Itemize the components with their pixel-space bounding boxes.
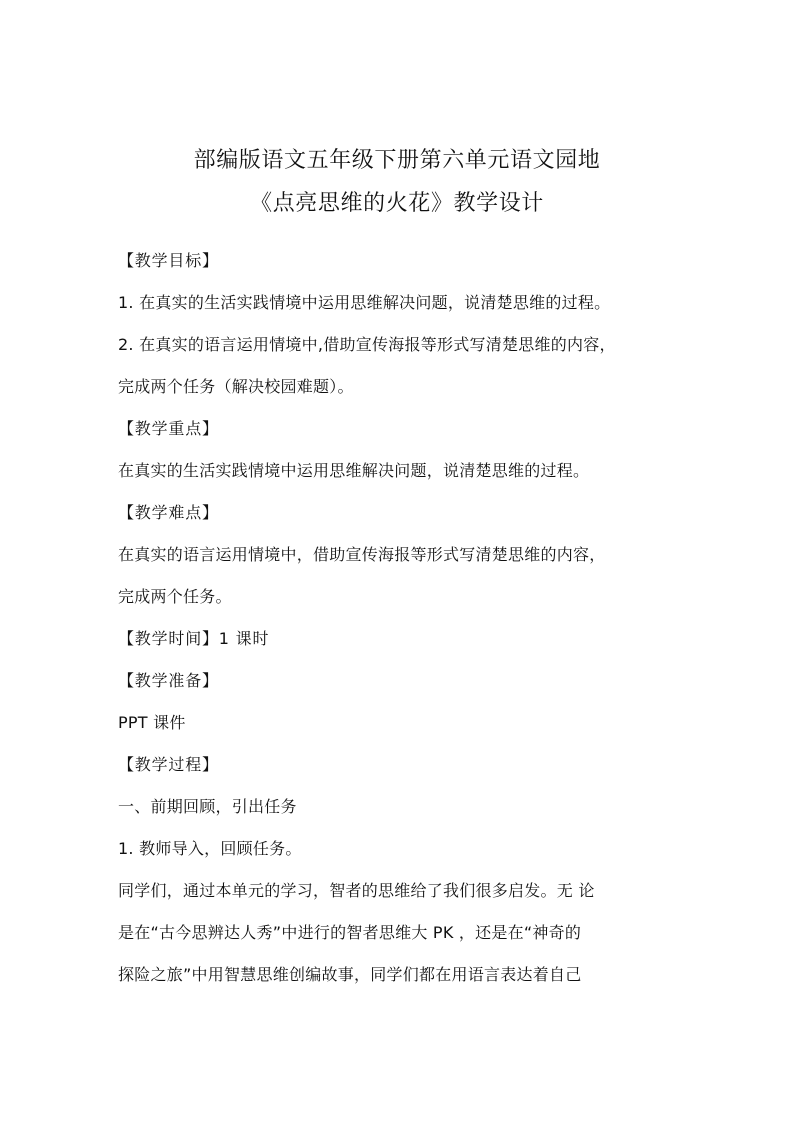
section-heading-teaching-goals: 【教学目标】 xyxy=(118,251,219,270)
difficulty-text: 在真实的语言运用情境中，借助宣传海报等形式写清楚思维的内容， xyxy=(118,545,606,564)
document-body xyxy=(118,240,688,996)
preparation-text: PPT 课件 xyxy=(118,713,186,732)
section-heading-teaching-time: 【教学时间】1 课时 xyxy=(118,629,270,648)
difficulty-text-continued: 完成两个任务。 xyxy=(118,587,232,606)
key-point-text: 在真实的生活实践情境中运用思维解决问题，说清楚思维的过程。 xyxy=(118,461,590,480)
section-heading-key-points: 【教学重点】 xyxy=(118,419,219,438)
paragraph-line-1: 同学们，通过本单元的学习，智者的思维给了我们很多启发。无 论 xyxy=(118,881,595,900)
process-step-1: 1. 教师导入，回顾任务。 xyxy=(118,839,302,858)
goal-item-2-continued: 完成两个任务（解决校园难题）。 xyxy=(118,377,354,396)
section-heading-process: 【教学过程】 xyxy=(118,755,219,774)
goal-item-2: 2. 在真实的语言运用情境中,借助宣传海报等形式写清楚思维的内容， xyxy=(118,335,616,354)
process-subheading-1: 一、前期回顾，引出任务 xyxy=(118,797,297,816)
document-title-line-2: 《点亮思维的火花》教学设计 xyxy=(250,191,544,216)
document-title-line-1: 部编版语文五年级下册第六单元语文园地 xyxy=(193,148,601,173)
goal-item-1: 1. 在真实的生活实践情境中运用思维解决问题，说清楚思维的过程。 xyxy=(118,293,611,312)
section-heading-difficulties: 【教学难点】 xyxy=(118,503,219,522)
section-heading-preparation: 【教学准备】 xyxy=(118,671,219,690)
paragraph-line-2: 是在“古今思辨达人秀”中进行的智者思维大 PK ，还是在“神奇的 xyxy=(118,923,582,942)
paragraph-line-3: 探险之旅”中用智慧思维创编故事，同学们都在用语言表达着自己 xyxy=(118,965,582,984)
